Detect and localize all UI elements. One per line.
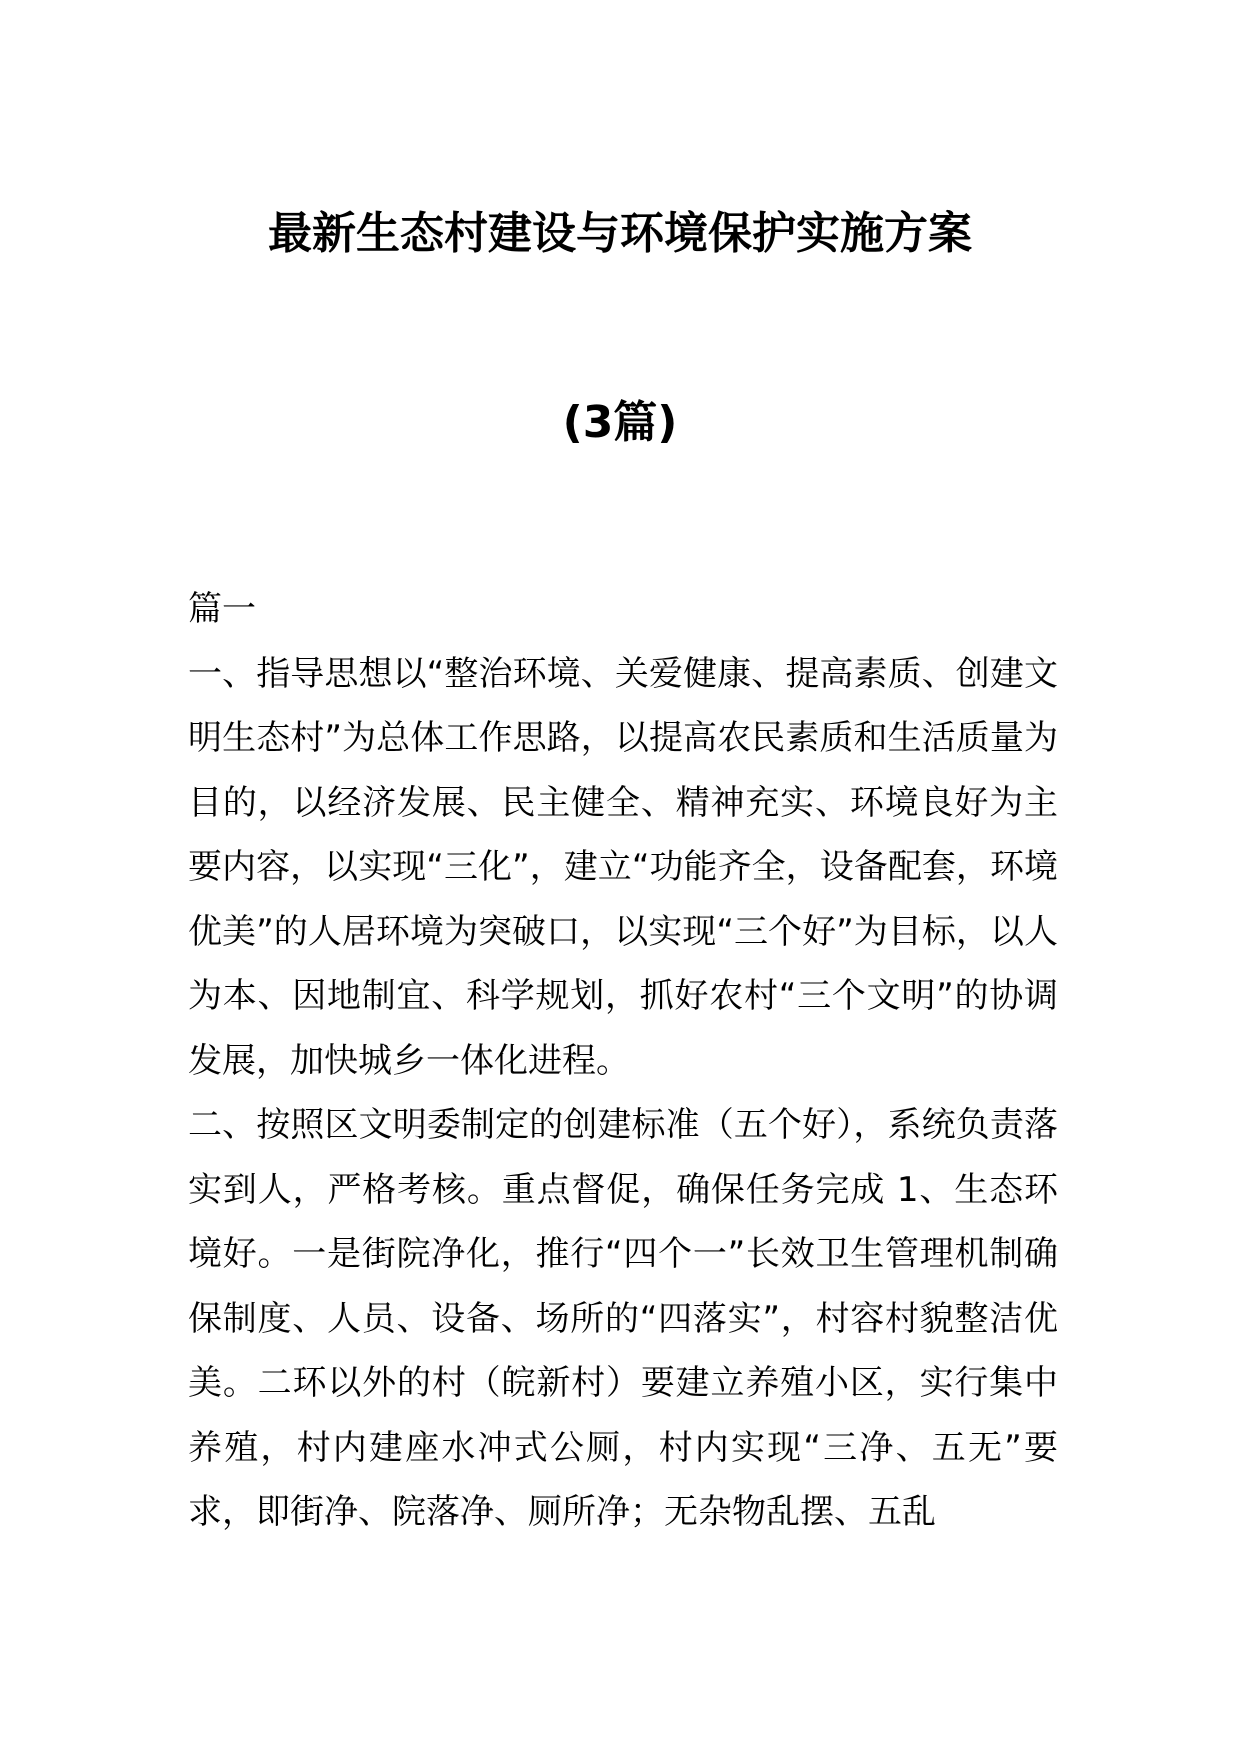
document-subtitle: (3篇)	[562, 397, 678, 448]
paragraph-standards: 二、按照区文明委制定的创建标准（五个好），系统负责落实到人，严格考核。重点督促，确保任务完成 1、生态环境好。一是街院净化，推行“四个一”长效卫生管理机制确保制度、人员、设备、场所的“四落实”，村容村貌整洁优美。二环以外的村（皖新村）要建立养殖小区，实行集中养殖，村内建座水冲式公厕，村内实现“三净、五无”要求，即街净、院落净、厕所净；无杂物乱摆、五乱	[188, 1105, 1058, 1532]
section-label: 篇一	[188, 589, 256, 629]
document-body	[188, 577, 1058, 1545]
document-title: 最新生态村建设与环境保护实施方案	[268, 208, 972, 259]
paragraph-guiding-ideology: 一、指导思想以“整治环境、关爱健康、提高素质、创建文明生态村”为总体工作思路，以提高农民素质和生活质量为目的，以经济发展、民主健全、精神充实、环境良好为主要内容，以实现“三化”，建立“功能齐全，设备配套，环境优美”的人居环境为突破口，以实现“三个好”为目标，以人为本、因地制宜、科学规划，抓好农村“三个文明”的协调发展，加快城乡一体化进程。	[188, 653, 1058, 1081]
